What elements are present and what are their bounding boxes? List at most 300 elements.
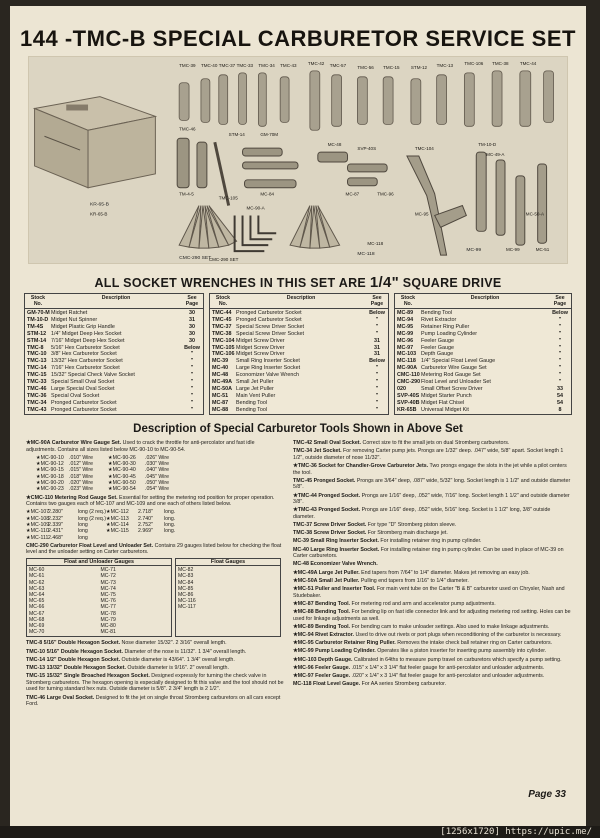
tool-description: Small Ring Inserter Socket (236, 358, 300, 365)
stock-number: CMC-110 (397, 372, 420, 379)
float-unloader-title: Float and Unloader Gauges (27, 559, 171, 566)
rod-gauge-cell: ★MC-109 (26, 521, 50, 528)
see-page: " (190, 385, 194, 392)
tool-text: For AA series Stromberg carburetor. (360, 681, 447, 688)
tool-head: TMC-10 5/16" Double Hexagon Socket. (26, 648, 123, 655)
see-page: Below (184, 344, 200, 351)
see-page: Below (369, 310, 385, 316)
section-title: Description of Special Carburetor Tools Shown in Above Set (133, 423, 463, 435)
tool-paragraph (293, 609, 573, 622)
see-page: " (190, 399, 194, 406)
see-page: " (558, 344, 562, 351)
stock-number: MC-89 (397, 310, 414, 316)
tool-description: Carburetor Wire Gauge Set (421, 365, 487, 372)
tool-text: For installing retainer ring in pump cylinder. Can be used in place of MC-39 on Carter carburetors. (293, 546, 564, 560)
table-row (395, 338, 571, 345)
table-row (395, 310, 571, 317)
table-row (395, 400, 571, 407)
stock-number: MC-50A (212, 385, 233, 392)
tool-description: Special Screw Driver Socket (236, 330, 305, 337)
rod-gauge-cell (138, 535, 162, 541)
tool-paragraph (293, 478, 573, 491)
tool-paragraph (293, 648, 573, 655)
col-see: See Page (370, 295, 384, 307)
page-number: Page 33 (528, 789, 566, 800)
gauge-number: MC-77 (100, 604, 116, 611)
tool-description: 13/32" Hex Carburetor Socket (51, 358, 123, 365)
table-header (210, 294, 388, 309)
stock-table-2 (209, 293, 389, 415)
tool-paragraph (26, 649, 284, 656)
tool-head: ★MC-88 Bending Tool. (293, 608, 351, 615)
gauge-size: .040" Wire (145, 467, 170, 474)
drive-size: 1/4" (369, 274, 400, 291)
see-page: 33 (557, 385, 563, 392)
left-items (26, 640, 284, 707)
tool-text: Prongs are 3/64" deep, .087" wide, 5/32" long. Socket length is 1 1/2" and outside diameter 5/8". (293, 477, 571, 491)
tool-description: 7/16" Midget Deep Hex Socket (51, 337, 125, 344)
tool-head: TMC-46 Large Oval Socket. (26, 694, 95, 701)
gauge-size: .018" Wire (69, 473, 94, 480)
table-row (210, 338, 388, 345)
stock-table-3 (394, 293, 572, 415)
see-page: " (375, 372, 379, 379)
svg-text:MC-99: MC-99 (466, 248, 482, 254)
tool-paragraph (293, 561, 573, 568)
table-row (25, 400, 203, 407)
stock-number: MC-90A (397, 365, 418, 372)
rod-gauge-cell: ★MC-113 (106, 515, 129, 522)
tool-paragraph (293, 493, 573, 506)
tool-text: Two prongs engage the slots in the jet while a pilot centers the tool. (293, 462, 567, 476)
left-column (26, 440, 284, 709)
stock-number: TMC-43 (27, 406, 47, 413)
tool-paragraph (293, 665, 573, 672)
tool-head: ★MC-94 Rivet Extractor. (293, 631, 354, 638)
rod-gauge-cell (164, 535, 194, 541)
gauge-number: ★MC-90-40 (108, 467, 136, 474)
gauge-size: .045" Wire (145, 473, 170, 480)
table-row (25, 393, 203, 400)
table-row (210, 407, 388, 414)
tool-description: Midget Plastic Grip Handle (51, 323, 115, 330)
col-stock: Stock No. (30, 295, 46, 307)
tool-head: ★TMC-36 Socket for Chandler-Grove Carburetor Jets. (293, 462, 429, 469)
tool-description: Midget Ratchet (51, 310, 88, 316)
see-page: 54 (557, 392, 563, 399)
stock-number: SVP-40B (397, 399, 420, 406)
tool-description: Small Jet Puller (236, 379, 274, 386)
tool-paragraph (26, 657, 284, 664)
stock-table-1 (24, 293, 204, 415)
tool-paragraph (26, 665, 284, 672)
tool-label: TMC-33 (236, 62, 254, 68)
stock-number: MC-48 (212, 372, 229, 379)
table-row (25, 407, 203, 414)
tool-label: MC-95 (414, 211, 429, 217)
gauge-size: .012" Wire (69, 461, 94, 468)
gauge-number: ★MC-90-54 (108, 486, 136, 493)
gauge-number: MC-80 (100, 623, 116, 630)
cmc110-paragraph (26, 495, 284, 508)
gauge-number: MC-64 (29, 592, 45, 599)
tool-label: MC-51 (535, 247, 550, 253)
stock-number: TMC-10 (27, 351, 47, 358)
tool-label: MC-50-A (525, 211, 544, 217)
tool-text: For bending cam to make unloader settings. Also used to make linkage adjustments. (350, 623, 550, 630)
svg-text:CMC-290 SET: CMC-290 SET (179, 256, 212, 262)
rod-gauge-cell: ★MC-111 (26, 534, 49, 541)
rod-gauge-cell: ★MC-107 (26, 509, 50, 516)
tool-head: ★TMC-44 Pronged Socket. (293, 492, 361, 499)
tool-description: Midget Screw Driver (236, 344, 285, 351)
tool-label: CMC-290 SET (208, 257, 239, 263)
tool-text: Diameter of the nose is 11/32". 1 3/4" overall length. (123, 648, 247, 655)
tool-label: TMC-104 (414, 146, 434, 152)
table-row (25, 365, 203, 372)
gauge-number: MC-63 (29, 585, 45, 592)
tool-description: Main Vent Puller (236, 392, 276, 399)
table-row (25, 310, 203, 317)
see-page: " (558, 316, 562, 323)
tool-label: TM-4-5 (179, 191, 194, 197)
float-gauge-box (175, 558, 281, 637)
col-desc: Description (286, 295, 316, 301)
mc90a-paragraph (26, 440, 284, 453)
stock-number: SVP-40S (397, 392, 420, 399)
stock-number: MC-94 (397, 316, 414, 323)
gauge-number: ★MC-90-30 (108, 461, 136, 468)
tool-label: TMC-42 (307, 60, 325, 66)
rod-gauge-cell: 2.718" (138, 509, 153, 516)
gauge-number: MC-116 (178, 598, 196, 605)
gauge-number: MC-85 (178, 585, 194, 592)
table-header (395, 294, 571, 309)
stock-number: TMC-45 (212, 316, 232, 323)
tool-head: TMC-42 Small Oval Socket. (293, 440, 362, 446)
col-see: See Page (185, 295, 199, 307)
tool-head: TMC-37 Screw Driver Socket. (293, 522, 367, 529)
tool-description: Pronged Carburetor Socket (51, 406, 117, 413)
tool-description: Midget Flat Chisel (421, 399, 465, 406)
tool-label: MC-90-A (246, 205, 265, 211)
tool-paragraph (293, 673, 573, 680)
tool-description: Large Ring Inserter Socket (236, 365, 301, 372)
see-page: 31 (374, 351, 380, 358)
cmc290-text: Contains 29 gauges listed below for checking the float level and the unloader setting on Carter carburetors. (26, 542, 282, 556)
table-row (395, 345, 571, 352)
rod-gauge-cell: long. (164, 509, 176, 516)
tool-head: ★MC-89 Bending Tool. (293, 623, 351, 630)
table-row (25, 351, 203, 358)
table-row (25, 324, 203, 331)
tool-label: TM-10-D (478, 142, 497, 148)
col-desc: Description (101, 295, 131, 301)
stock-number: MC-39 (212, 358, 229, 365)
tool-head: MC-48 Economizer Valve Wrench. (293, 561, 378, 568)
rod-gauge-cell: ★MC-108 (26, 515, 50, 522)
gauge-number: MC-61 (29, 573, 45, 580)
gauge-size: .010" Wire (69, 454, 94, 461)
table-row (210, 379, 388, 386)
table-row (210, 386, 388, 393)
tool-label: MC-84 (260, 191, 275, 197)
tool-paragraph (293, 586, 573, 599)
tool-head: ★MC-96 Feeler Gauge. (293, 664, 351, 671)
see-page: " (558, 379, 562, 386)
tool-set-illustration (29, 57, 567, 263)
gauge-number: MC-74 (100, 585, 116, 592)
tool-text: Pulling end tapers from 1/16" to 1/4" diameter. (359, 577, 469, 584)
tool-label: TMC-40 (200, 62, 218, 68)
rod-gauge-cell: ★MC-114 (106, 521, 129, 528)
tool-description: Midget Screw Driver (236, 351, 285, 358)
see-page: " (190, 351, 194, 358)
table-row (210, 393, 388, 400)
stock-number: TM-10-D (27, 316, 49, 323)
gauge-number: ★MC-90-20 (36, 479, 64, 486)
pullers-image (407, 152, 547, 255)
tool-label: TMC-46 (179, 126, 196, 132)
table-row (210, 358, 388, 365)
see-page: " (558, 372, 562, 379)
stock-number: TMC-14 (27, 365, 47, 372)
see-page: " (190, 365, 194, 372)
tool-description: Special Small Oval Socket (51, 379, 115, 386)
see-page: " (558, 351, 562, 358)
gauge-number: MC-70 (29, 629, 45, 636)
gauge-number: MC-71 (100, 567, 116, 574)
see-page: 54 (557, 399, 563, 406)
tool-description: Small Offset Screw Driver (421, 385, 483, 392)
rod-gauge-cell: long. (164, 521, 176, 528)
tool-head: ★TMC-43 Pronged Socket. (293, 507, 361, 514)
cmc290-paragraph (26, 543, 284, 556)
rod-gauge-cell: long. (164, 528, 176, 535)
wire-gauges-image (235, 215, 277, 251)
tool-description: Large Special Oval Socket (51, 385, 115, 392)
see-page: " (375, 330, 379, 337)
tool-paragraph (26, 640, 284, 647)
tool-description: Midget Screw Driver (236, 337, 285, 344)
rod-gauge-cell: ★MC-112 (106, 509, 129, 516)
see-page: 30 (189, 310, 195, 316)
socket-row-image (179, 71, 553, 130)
see-page: " (190, 358, 194, 365)
tool-head: ★MC-97 Feeler Gauge. (293, 672, 351, 679)
tool-label: STM-14 (228, 132, 245, 138)
tool-paragraph (293, 522, 573, 529)
gauge-number: ★MC-90-15 (36, 467, 64, 474)
tool-description: Special Screw Driver Socket (236, 323, 305, 330)
tool-description: Bending Tool (236, 399, 268, 406)
tool-description: Universal Midget Kit (421, 406, 469, 413)
tool-description: 5/16" Hex Carburetor Socket (51, 344, 120, 351)
tool-paragraph (26, 695, 284, 708)
tool-description: Midget Starter Punch (421, 392, 472, 399)
stock-number: MC-118 (397, 358, 416, 365)
gauge-number: MC-83 (178, 573, 194, 580)
stock-number: TMC-33 (27, 379, 47, 386)
wire-gauge-list (36, 455, 284, 493)
stock-number: GM-70-M (27, 310, 50, 316)
tool-paragraph (293, 681, 573, 688)
tool-paragraph (293, 538, 573, 545)
tool-label: TMC-44 (519, 60, 537, 66)
tool-paragraph (293, 578, 573, 585)
tool-paragraph (293, 624, 573, 631)
tool-text: Nose diameter 15/32". 2 3/16" overall length. (120, 640, 227, 647)
tool-head: TMC-38 Screw Driver Socket. (293, 530, 367, 537)
gauge-number: MC-72 (100, 573, 116, 580)
svg-text:MC-118: MC-118 (357, 252, 375, 258)
tool-label: MC-49-A (486, 152, 505, 158)
right-column (293, 440, 573, 689)
tool-label: MC-87 (345, 191, 360, 197)
tool-label: TMC-57 (329, 62, 347, 68)
tool-label: GM-70M (260, 132, 279, 138)
stock-number: TMC-8 (27, 344, 44, 351)
tool-text: Outside diameter is 43/64". 1 3/4" overall length. (120, 656, 235, 663)
col-stock: Stock No. (400, 295, 416, 307)
tool-text: For Stromberg main discharge jet. (366, 530, 448, 537)
drive-note-pre: ALL SOCKET WRENCHES IN THIS SET ARE (94, 276, 370, 290)
tool-head: TMC-8 5/16" Double Hexagon Socket. (26, 640, 121, 647)
tool-label: KR-65-B (90, 211, 108, 217)
gauge-number: MC-66 (29, 604, 45, 611)
tool-label: MC-118 (367, 241, 384, 247)
tool-text: Designed expressly for turning the check valve in Stromberg carburetors. The hexagon opening is especially designed to fit this valve and the tool should not be used for turning standard hex nuts. Outside diameter is 5/8". 2 3/4" length is 2 1/2". (26, 673, 284, 693)
tool-label: MC-99 (505, 247, 520, 253)
tool-description: Pronged Carburetor Socket (236, 316, 302, 323)
tool-text: Removes the intake check ball retainer ring on Carter carburetors. (395, 640, 553, 647)
stock-number: TMC-38 (212, 330, 232, 337)
rod-gauge-cell: 2.468" (48, 534, 63, 541)
see-page: " (375, 365, 379, 372)
tool-text: Prongs are 1/16" deep, .052" wide, 5/16" long. Socket is 1 1/2" long, 3/8" outside diameter. (293, 507, 551, 520)
see-page: 8 (558, 406, 562, 413)
stock-number: MC-88 (212, 406, 229, 413)
tool-label: TMC-38 (492, 60, 509, 66)
see-page: " (375, 316, 379, 323)
rod-gauge-cell: 2.431" (48, 528, 63, 535)
gauge-number: MC-69 (29, 623, 45, 630)
table-header (25, 294, 203, 309)
tool-description: Midget Nut Spinner (51, 316, 98, 323)
table-row (25, 386, 203, 393)
see-page: " (558, 323, 562, 330)
stock-number: TM-4S (27, 323, 44, 330)
tool-head: TMC-45 Pronged Socket. (293, 477, 356, 484)
mc90a-text: Used to crack the throttle for anti-percolator and fast idle adjustments. Contains all sizes listed below MC-90-10 to MC-90-54. (26, 440, 255, 453)
page-title: 144 -TMC-B SPECIAL CARBURETOR SERVICE SET (20, 26, 576, 51)
tool-label: TMC-15 (383, 64, 400, 70)
table-row (395, 358, 571, 365)
tool-text: Calibrated in 64ths to measure pump travel on carburetors which specify a pump setting. (352, 656, 562, 663)
tool-description: 7/16" Hex Carburetor Socket (51, 365, 120, 372)
rod-gauge-cell: 2.280" (48, 509, 63, 516)
tool-paragraph (293, 440, 573, 447)
see-page: Below (369, 358, 385, 365)
tool-text: End tapers from 7/64" to 1/4" diameter. Makes jet removing an easy job. (359, 569, 530, 576)
tool-label: TMC-56 (357, 64, 374, 70)
tool-description: 1/4" Midget Deep Hex Socket (51, 330, 122, 337)
tool-text: .015" x 1/4" x 3 1/4" flat feeler gauge for anti-percolator and unloader adjustments. (350, 664, 545, 671)
mc90a-head: ★MC-90A Carburetor Wire Gauge Set. (26, 440, 122, 446)
stock-number: TMC-106 (212, 351, 235, 358)
tool-head: MC-39 Small Ring Inserter Socket. (293, 538, 379, 545)
gauge-number: MC-75 (100, 592, 116, 599)
tool-text: Designed to fit the jet on single throat Stromberg carburetors on all cars except Ford. (26, 694, 281, 708)
right-items (293, 440, 573, 688)
table-row (25, 345, 203, 352)
tool-text: Prongs are 1/16" deep, .052" wide, 7/16" long. Socket length 1 1/2" and outside diameter 3/8". (293, 492, 570, 506)
tool-text: For metering rod and arm and accelerator pump adjustments. (350, 600, 496, 607)
stock-number: 020 (397, 385, 406, 392)
stock-number: KR-65B (397, 406, 417, 413)
gauge-number: MC-81 (100, 629, 116, 636)
see-page: 31 (374, 344, 380, 351)
tool-label: TMC-39 (179, 62, 196, 68)
table-row (210, 400, 388, 407)
see-page: 31 (189, 316, 195, 323)
cmc110-text: Essential for setting the metering rod position for proper operation. Contains two gauges each of MC-107 and MC-109 and one each of others listed below. (26, 494, 275, 508)
tool-text: For type "D" Stromberg piston sleeve. (366, 522, 457, 529)
see-page: " (558, 358, 562, 365)
see-page: " (190, 372, 194, 379)
tool-paragraph (293, 640, 573, 647)
tool-head: ★MC-50A Small Jet Puller. (293, 577, 360, 584)
stock-number: MC-96 (397, 337, 414, 344)
tool-paragraph (293, 657, 573, 664)
see-page: " (190, 406, 194, 413)
gauge-number: MC-84 (178, 579, 194, 586)
tool-description: Large Jet Puller (236, 385, 274, 392)
tool-paragraph (293, 601, 573, 608)
tool-text: Operates like a piston inserter for inserting pump assembly into cylinder. (375, 648, 547, 655)
tool-text: For removing Carter pump jets. Prongs are 1/32" deep. .047" wide, 5/8" apart. Socket length 1 1/2", outside diameter of nose 11/32". (293, 448, 564, 461)
col-desc: Description (470, 295, 500, 301)
tool-head: ★MC-51 Puller and Inserter Tool. (293, 586, 376, 592)
tool-text: For main vent tube on the Carter "B & B" carburetor used on Chrysler, Nash and Studebaker. (293, 586, 565, 599)
float-title: Float Gauges (176, 559, 280, 566)
gauge-number: MC-76 (100, 598, 116, 605)
tool-description: 15/32" Special Check Valve Socket (51, 372, 135, 379)
tool-description: Economizer Valve Wrench (236, 372, 300, 379)
catalog-page (10, 6, 586, 826)
tool-head: MC-40 Large Ring Inserter Socket. (293, 546, 380, 553)
gauge-number: ★MC-90-50 (108, 479, 136, 486)
gauge-size: .015" Wire (69, 467, 94, 474)
tool-description: Special Oval Socket (51, 392, 100, 399)
gauge-number: MC-62 (29, 579, 45, 586)
rod-gauge-cell: 2.339" (48, 521, 63, 528)
drive-note-post: SQUARE DRIVE (399, 276, 502, 290)
see-page: " (375, 399, 379, 406)
tool-text: Used to drive out rivets or port plugs when reconditioning of the carburetor is necessary. (353, 631, 562, 638)
stock-number: TMC-46 (27, 385, 47, 392)
rod-gauge-cell: long. (164, 515, 176, 522)
tool-paragraph (26, 673, 284, 693)
rod-gauge-cell (106, 535, 136, 541)
tool-head: TMC-15 15/32" Single Broached Hexagon Socket. (26, 673, 150, 680)
stock-number: TMC-44 (212, 310, 232, 316)
gauge-number: ★MC-90-12 (36, 461, 64, 468)
stock-number: MC-40 (212, 365, 229, 372)
gauge-number: MC-78 (100, 610, 116, 617)
gauge-number: ★MC-90-23 (36, 486, 64, 493)
tool-head: TMC-34 Jet Socket. (293, 448, 342, 455)
